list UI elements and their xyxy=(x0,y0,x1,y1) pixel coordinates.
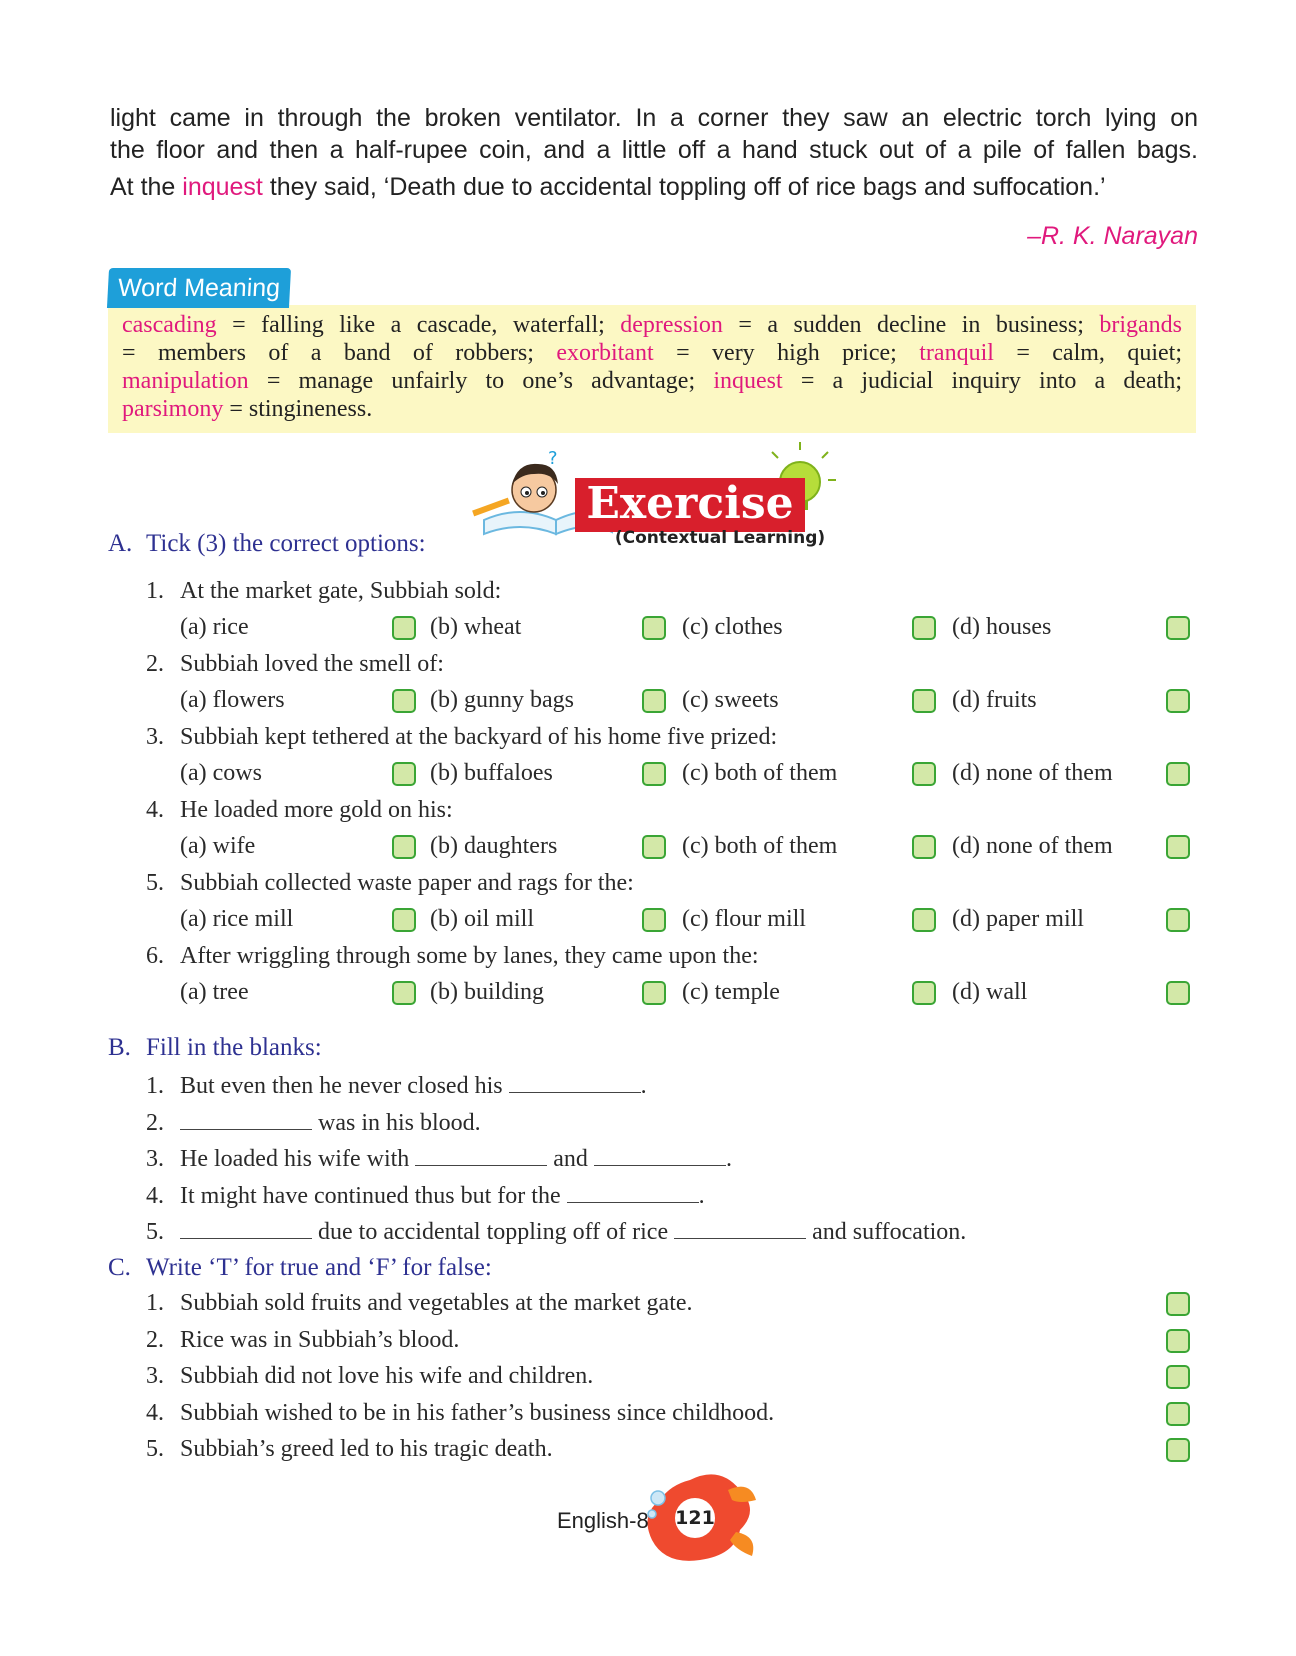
question-text: After wriggling through some by lanes, they came upon the: xyxy=(180,943,759,969)
section-b-heading xyxy=(108,1034,322,1062)
word-meaning-definition: = a sudden decline in business; xyxy=(722,312,1100,338)
answer-box[interactable] xyxy=(1166,1402,1190,1426)
question-number: 2. xyxy=(146,651,164,677)
option-label: (c) flour mill xyxy=(682,906,806,932)
tick-box[interactable] xyxy=(642,981,666,1005)
prose-text: At the xyxy=(110,173,183,201)
prose-text: they said, ‘Death due to accidental toppling off of rice bags and suffocation.’ xyxy=(262,173,1106,201)
option-label: (b) daughters xyxy=(430,833,558,859)
exercise-title: Exercise xyxy=(586,478,794,529)
word-meaning-definition: = stingineness. xyxy=(223,396,373,422)
option-label: (c) both of them xyxy=(682,760,838,786)
answer-box[interactable] xyxy=(1166,1438,1190,1462)
section-letter: C. xyxy=(108,1254,131,1281)
item-text: and suffocation. xyxy=(806,1219,967,1245)
item-number: 4. xyxy=(146,1399,164,1426)
section-a-heading xyxy=(108,530,426,558)
item-text: Subbiah wished to be in his father’s business since childhood. xyxy=(180,1399,775,1426)
tick-box[interactable] xyxy=(912,981,936,1005)
word-meaning-definition: = calm, quiet; xyxy=(993,340,1182,366)
prose-keyword: inquest xyxy=(182,173,263,201)
option-label: (b) gunny bags xyxy=(430,687,574,713)
word-meaning-term: parsimony xyxy=(122,396,224,422)
item-number: 3. xyxy=(146,1146,164,1172)
tick-box[interactable] xyxy=(392,908,416,932)
tick-box[interactable] xyxy=(1166,762,1190,786)
word-meaning-heading: Word Meaning xyxy=(107,268,291,308)
word-meaning-term: brigands xyxy=(1099,312,1182,338)
section-heading-text: Fill in the blanks: xyxy=(146,1034,322,1061)
option-label: (a) rice mill xyxy=(180,906,294,932)
book-icon xyxy=(484,512,556,534)
item-text: was in his blood. xyxy=(312,1109,481,1136)
item-number: 1. xyxy=(146,1290,164,1316)
tick-box[interactable] xyxy=(912,689,936,713)
tick-box[interactable] xyxy=(392,762,416,786)
item-text: . xyxy=(725,1146,732,1172)
word-meaning-box xyxy=(108,305,1196,433)
question xyxy=(146,724,777,751)
question xyxy=(146,943,759,970)
word-meaning-definition: = very high price; xyxy=(653,340,920,366)
blank-line[interactable] xyxy=(567,1180,699,1203)
question-number: 4. xyxy=(146,797,164,823)
option-label: (d) houses xyxy=(952,614,1052,640)
word-meaning-term: cascading xyxy=(122,312,217,338)
option-label: (a) tree xyxy=(180,979,249,1005)
tick-box[interactable] xyxy=(392,835,416,859)
word-meaning-term: inquest xyxy=(713,368,783,394)
tick-box[interactable] xyxy=(642,908,666,932)
item-number: 4. xyxy=(146,1182,164,1209)
item-number: 1. xyxy=(146,1073,164,1099)
option-label: (c) both of them xyxy=(682,833,838,859)
blank-line[interactable] xyxy=(415,1143,547,1166)
option-label: (d) wall xyxy=(952,979,1028,1005)
tick-box[interactable] xyxy=(642,835,666,859)
question-text: Subbiah loved the smell of: xyxy=(180,651,444,677)
item-text: . xyxy=(640,1073,647,1099)
option-label: (d) fruits xyxy=(952,687,1037,713)
option-label: (a) wife xyxy=(180,833,256,859)
word-meaning-line xyxy=(122,339,1182,367)
tick-box[interactable] xyxy=(1166,835,1190,859)
answer-box[interactable] xyxy=(1166,1329,1190,1353)
question-text: He loaded more gold on his: xyxy=(180,797,453,823)
fill-blank-item xyxy=(146,1143,732,1173)
question-number: 1. xyxy=(146,578,164,604)
word-meaning-term: depression xyxy=(620,312,723,338)
option-label: (a) flowers xyxy=(180,687,285,713)
section-letter: A. xyxy=(108,530,133,557)
word-meaning-definition: = members of a band of robbers; xyxy=(122,340,557,366)
tick-box[interactable] xyxy=(912,835,936,859)
blank-line[interactable] xyxy=(180,1216,312,1239)
word-meaning-line xyxy=(122,311,1182,339)
question-text: At the market gate, Subbiah sold: xyxy=(180,578,502,604)
word-meaning-line xyxy=(122,367,1182,395)
word-meaning-term: tranquil xyxy=(919,340,994,366)
word-meaning-definition: = a judicial inquiry into a death; xyxy=(782,368,1183,394)
option-label: (c) sweets xyxy=(682,687,779,713)
true-false-item xyxy=(146,1327,459,1354)
tick-box[interactable] xyxy=(392,616,416,640)
option-label: (c) temple xyxy=(682,979,780,1005)
prose-line-2: the floor and then a half-rupee coin, and a little off a hand stuck out of a pile of fallen bags. xyxy=(110,136,1198,164)
item-number: 5. xyxy=(146,1436,164,1462)
word-meaning-term: manipulation xyxy=(122,368,249,394)
option-label: (b) wheat xyxy=(430,614,522,640)
tick-box[interactable] xyxy=(392,689,416,713)
tick-box[interactable] xyxy=(642,689,666,713)
blank-line[interactable] xyxy=(509,1070,641,1093)
item-text: Subbiah did not love his wife and children. xyxy=(180,1363,594,1389)
fill-blank-item xyxy=(146,1180,705,1210)
answer-box[interactable] xyxy=(1166,1292,1190,1316)
tick-box[interactable] xyxy=(912,908,936,932)
question xyxy=(146,797,453,824)
page-number: 121 xyxy=(675,1498,715,1538)
prose-line-3 xyxy=(110,171,1198,203)
blank-line[interactable] xyxy=(594,1143,726,1166)
option-label: (c) clothes xyxy=(682,614,783,640)
item-number: 2. xyxy=(146,1109,164,1136)
item-number: 3. xyxy=(146,1363,164,1389)
question xyxy=(146,578,501,605)
section-heading-text: Write ‘T’ for true and ‘F’ for false: xyxy=(146,1254,492,1281)
true-false-item xyxy=(146,1436,553,1463)
tick-box[interactable] xyxy=(912,762,936,786)
option-label: (d) none of them xyxy=(952,760,1113,786)
tick-box[interactable] xyxy=(1166,616,1190,640)
word-meaning-definition: = manage unfairly to one’s advantage; xyxy=(248,368,714,394)
option-label: (b) buffaloes xyxy=(430,760,553,786)
blank-line[interactable] xyxy=(674,1216,806,1239)
prose-line-1: light came in through the broken ventilator. In a corner they saw an electric torch lying on xyxy=(110,104,1198,132)
tick-box[interactable] xyxy=(1166,908,1190,932)
word-meaning-term: exorbitant xyxy=(556,340,654,366)
option-label: (b) oil mill xyxy=(430,906,534,932)
item-number: 2. xyxy=(146,1326,164,1353)
word-meaning-line xyxy=(122,395,1182,423)
section-heading-text: Tick (3) the correct options: xyxy=(146,530,426,557)
item-text: Subbiah’s greed led to his tragic death. xyxy=(180,1436,553,1462)
tick-box[interactable] xyxy=(642,616,666,640)
item-text: Rice was in Subbiah’s blood. xyxy=(180,1326,460,1353)
answer-box[interactable] xyxy=(1166,1365,1190,1389)
question-number: 6. xyxy=(146,943,164,969)
fill-blank-item xyxy=(146,1070,647,1100)
question-text: Subbiah collected waste paper and rags for the: xyxy=(180,870,634,896)
option-label: (d) none of them xyxy=(952,833,1113,859)
item-number: 5. xyxy=(146,1219,164,1245)
question xyxy=(146,870,634,897)
item-text: and xyxy=(547,1146,594,1172)
item-text: . xyxy=(698,1182,705,1209)
section-c-heading xyxy=(108,1254,492,1282)
item-text: He loaded his wife with xyxy=(180,1146,416,1172)
option-label: (a) rice xyxy=(180,614,249,640)
question-number: 5. xyxy=(146,870,164,896)
option-label: (a) cows xyxy=(180,760,262,786)
option-label: (d) paper mill xyxy=(952,906,1084,932)
tick-box[interactable] xyxy=(642,762,666,786)
word-meaning-definition: = falling like a cascade, waterfall; xyxy=(216,312,621,338)
author-credit: –R. K. Narayan xyxy=(1027,222,1198,250)
tick-box[interactable] xyxy=(912,616,936,640)
footer-book-title: English-8 xyxy=(557,1508,649,1533)
fill-blank-item xyxy=(146,1107,481,1137)
question-text: Subbiah kept tethered at the backyard of his home five prized: xyxy=(180,724,778,750)
true-false-item xyxy=(146,1400,774,1427)
option-label: (b) building xyxy=(430,979,544,1005)
true-false-item xyxy=(146,1290,693,1317)
tick-box[interactable] xyxy=(1166,689,1190,713)
question xyxy=(146,651,444,678)
fill-blank-item xyxy=(146,1216,966,1246)
true-false-item xyxy=(146,1363,593,1390)
svg-text:?: ? xyxy=(548,448,558,469)
question-number: 3. xyxy=(146,724,164,750)
item-text: But even then he never closed his xyxy=(180,1073,509,1099)
item-text: It might have continued thus but for the xyxy=(180,1182,567,1209)
blank-line[interactable] xyxy=(180,1107,312,1130)
tick-box[interactable] xyxy=(392,981,416,1005)
tick-box[interactable] xyxy=(1166,981,1190,1005)
item-text: Subbiah sold fruits and vegetables at the market gate. xyxy=(180,1290,693,1316)
exercise-subtitle: (Contextual Learning) xyxy=(614,528,826,548)
item-text: due to accidental toppling off of rice xyxy=(312,1219,675,1245)
section-letter: B. xyxy=(108,1034,131,1061)
